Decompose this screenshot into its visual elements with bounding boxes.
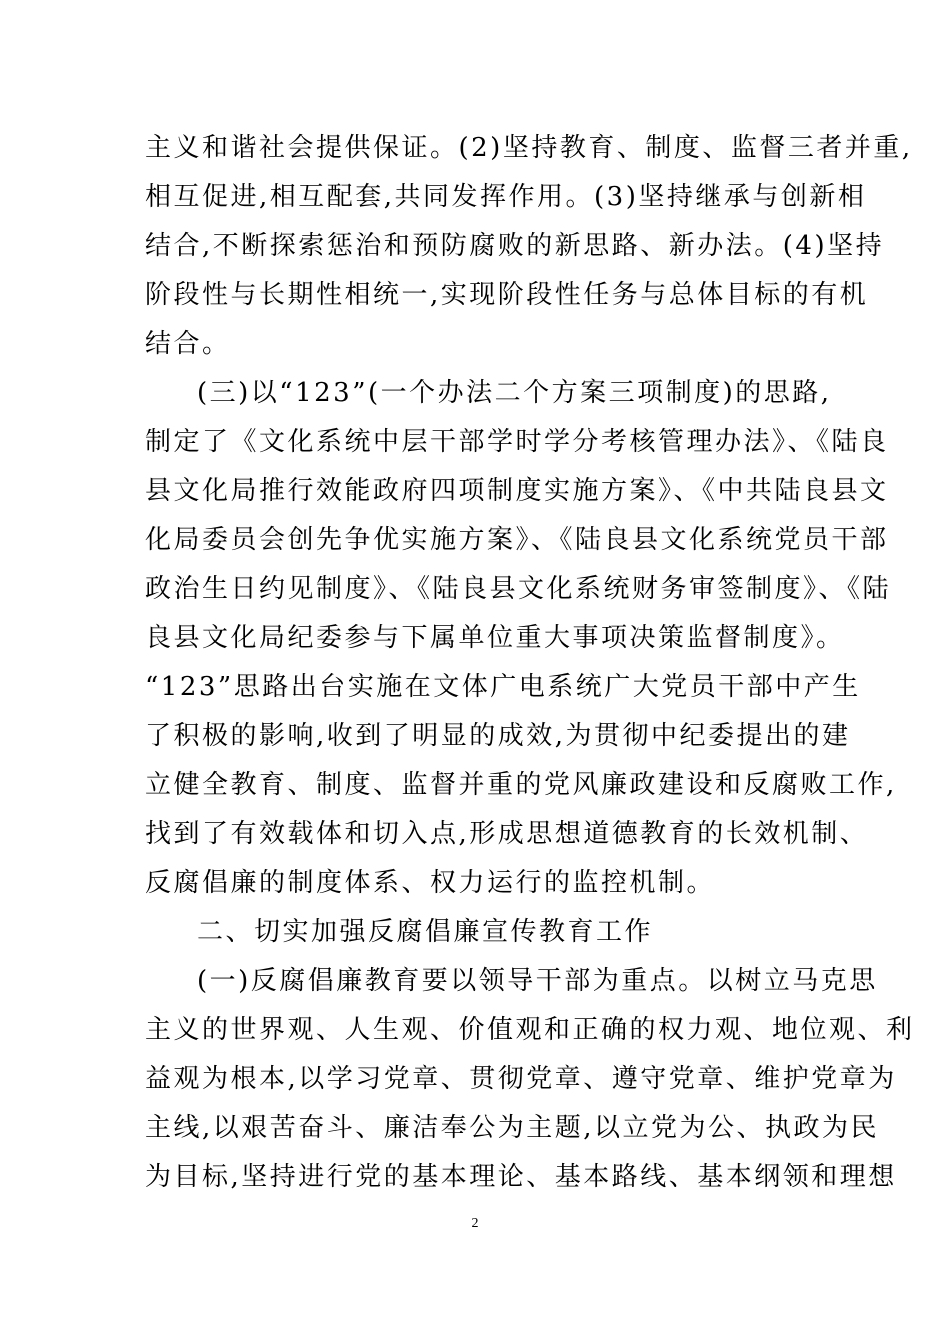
text-line: (一)反腐倡廉教育要以领导干部为重点。以树立马克思 (197, 966, 878, 996)
text-line: 益观为根本,以学习党章、贯彻党章、遵守党章、维护党章为 (145, 1064, 897, 1094)
text-line: 结合,不断探索惩治和预防腐败的新思路、新办法。(4)坚持 (145, 231, 885, 261)
text-line: 主义的世界观、人生观、价值观和正确的权力观、地位观、利 (145, 1015, 915, 1045)
text-line: (三)以“123”(一个办法二个方案三项制度)的思路, (197, 378, 832, 408)
text-line: 相互促进,相互配套,共同发挥作用。(3)坚持继承与创新相 (145, 182, 867, 212)
text-line: 良县文化局纪委参与下属单位重大事项决策监督制度》。 (145, 623, 845, 653)
text-line: 主线,以艰苦奋斗、廉洁奉公为主题,以立党为公、执政为民 (145, 1113, 880, 1143)
text-line: 主义和谐社会提供保证。(2)坚持教育、制度、监督三者并重, (145, 133, 913, 163)
text-line: 了积极的影响,收到了明显的成效,为贯彻中纪委提出的建 (145, 721, 851, 751)
page-number: 2 (471, 1216, 479, 1231)
text-line: 结合。 (145, 329, 231, 359)
text-line: 立健全教育、制度、监督并重的党风廉政建设和反腐败工作, (145, 770, 897, 800)
text-line: 政治生日约见制度》、《陆良县文化系统财务审签制度》、《陆 (145, 574, 892, 604)
text-line: 找到了有效载体和切入点,形成思想道德教育的长效机制、 (145, 819, 869, 849)
text-line: 阶段性与长期性相统一,实现阶段性任务与总体目标的有机 (145, 280, 869, 310)
text-line: 化局委员会创先争优实施方案》、《陆良县文化系统党员干部 (145, 525, 889, 555)
body-text (145, 124, 915, 1202)
text-line: 县文化局推行效能政府四项制度实施方案》、《中共陆良县文 (145, 476, 889, 506)
text-line: 反腐倡廉的制度体系、权力运行的监控机制。 (145, 868, 716, 898)
section-heading: 二、切实加强反腐倡廉宣传教育工作 (197, 917, 654, 947)
text-line: 为目标,坚持进行党的基本理论、基本路线、基本纲领和理想 (145, 1162, 897, 1192)
text-line: “123”思路出台实施在文体广电系统广大党员干部中产生 (145, 672, 861, 702)
text-line: 制定了《文化系统中层干部学时学分考核管理办法》、《陆良 (145, 427, 889, 457)
